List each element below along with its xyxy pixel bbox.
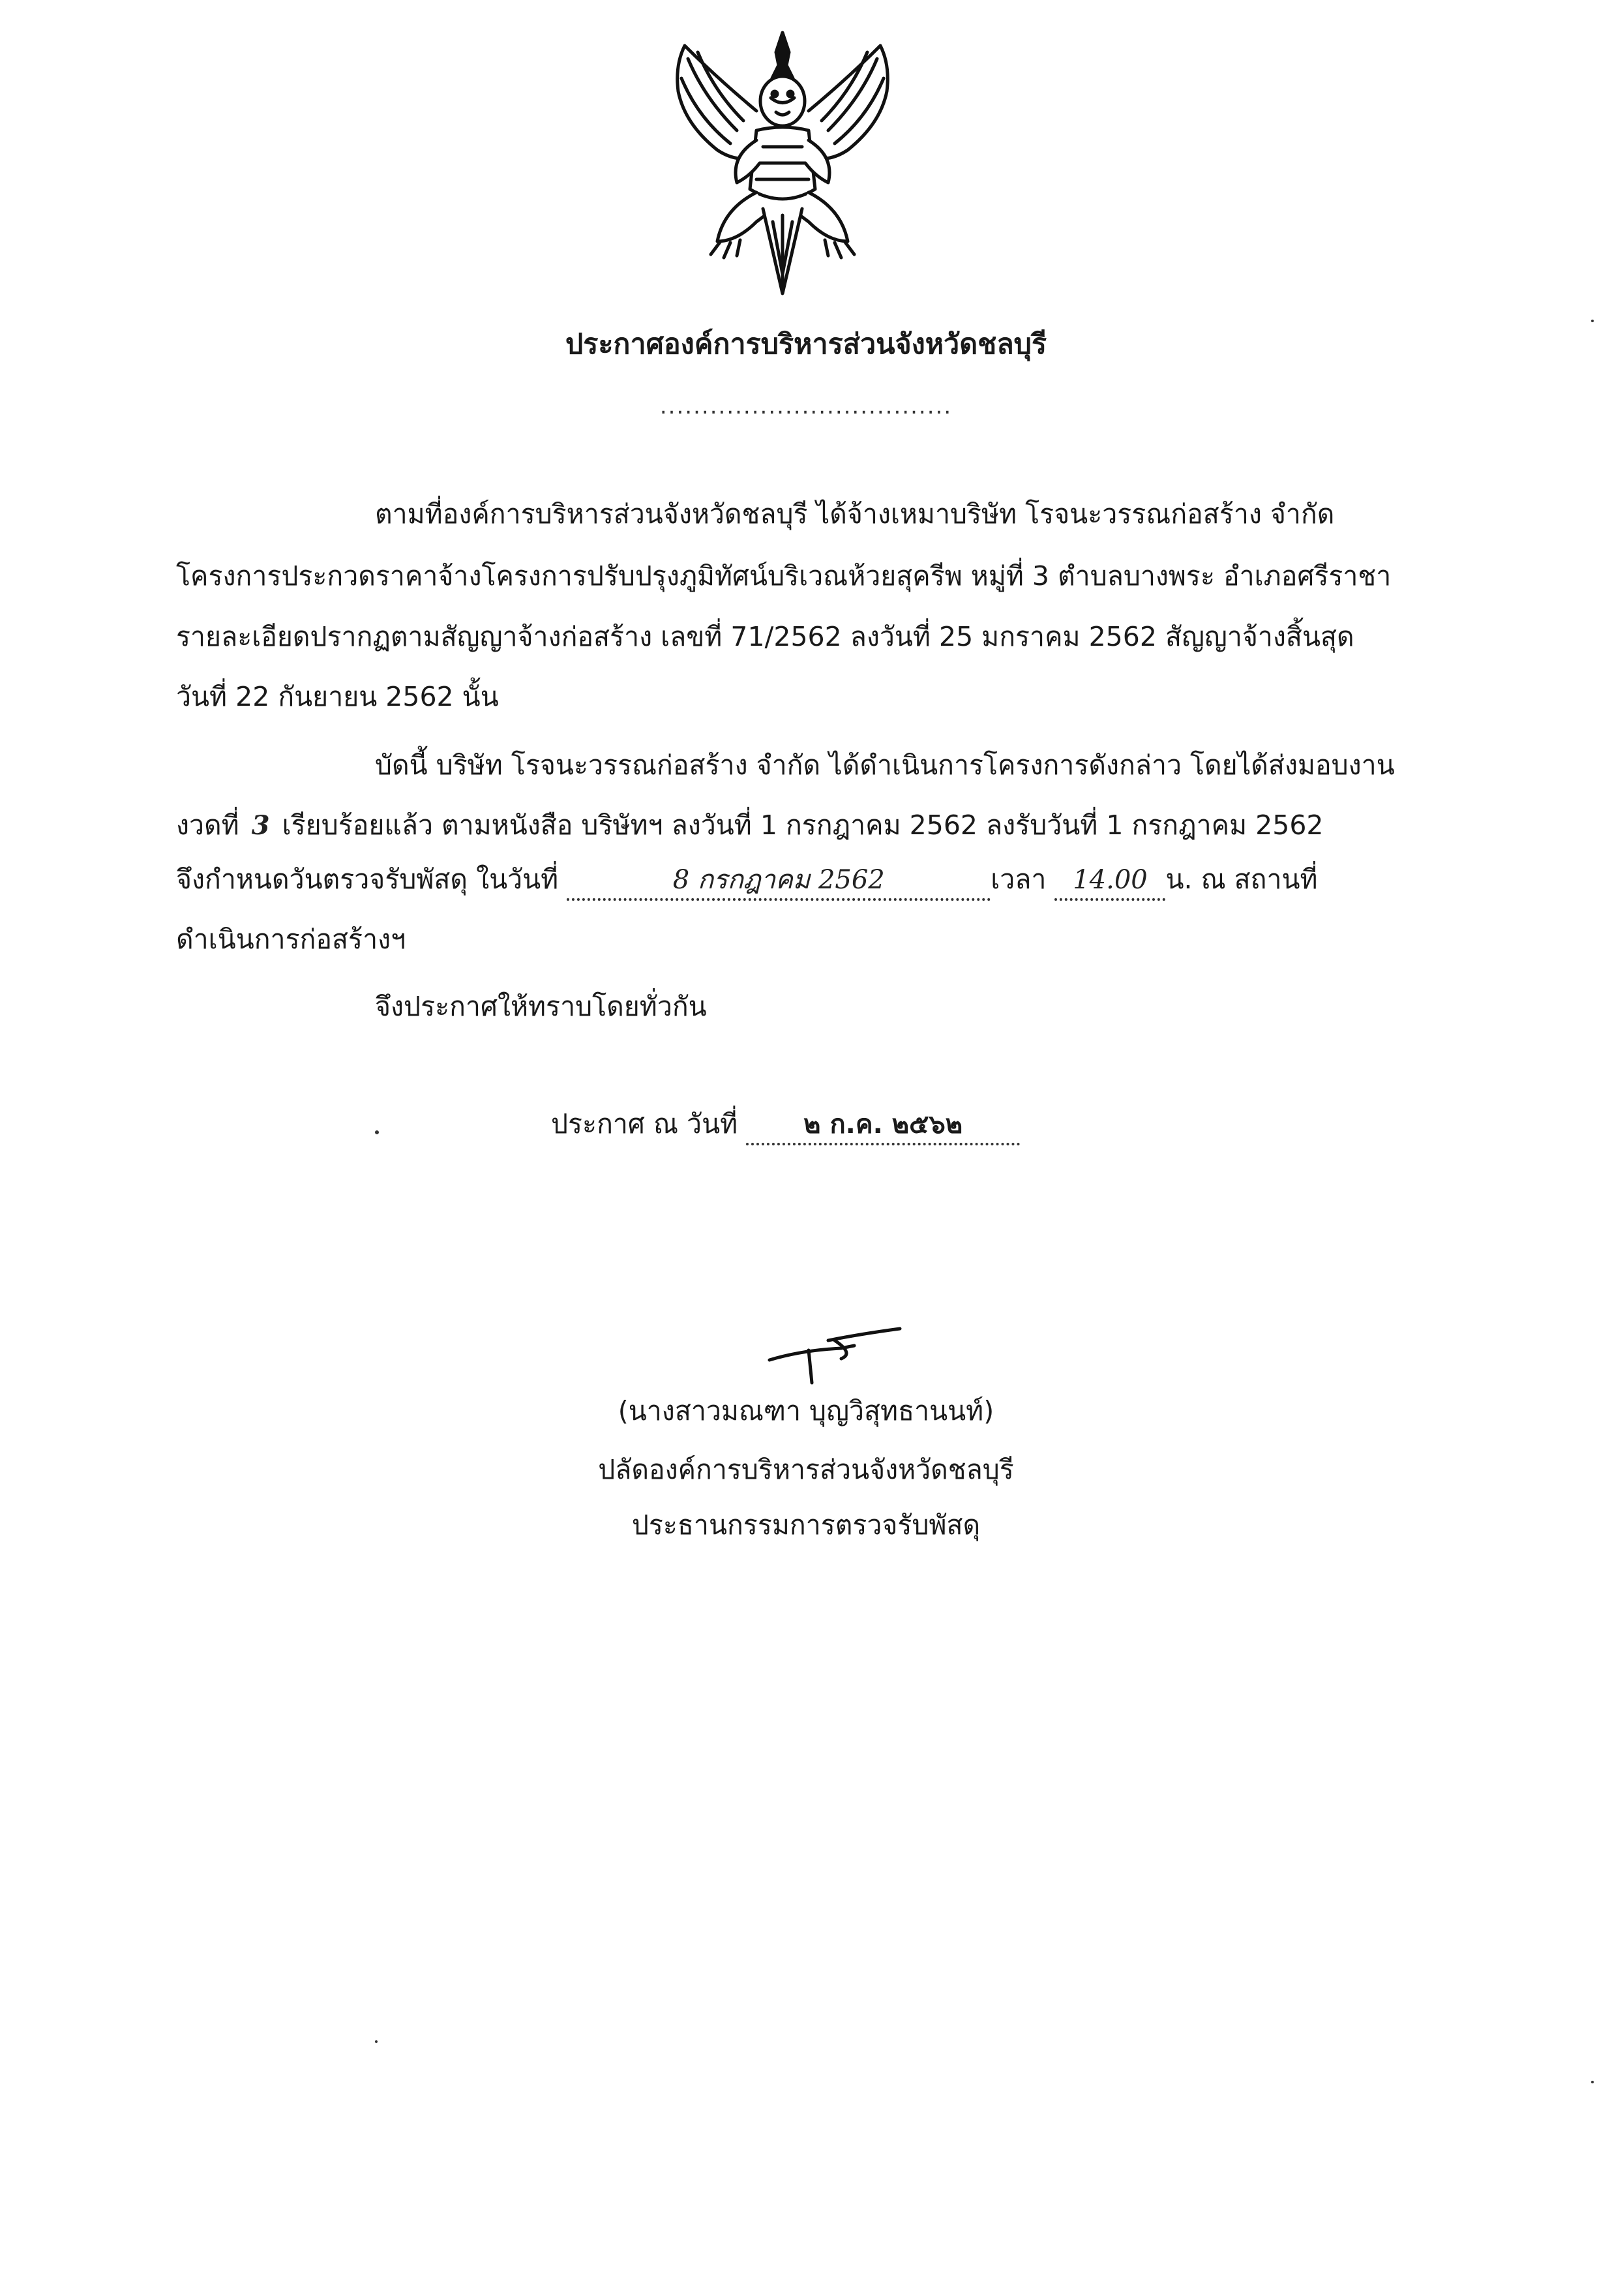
installment-rest: เรียบร้อยแล้ว ตามหนังสือ บริษัทฯ ลงวันที่ 1 กรกฎาคม 2562 ลงรับวันที่ 1 กรกฎาคม 2562 [282, 809, 1324, 841]
handwritten-inspection-time: 14.00 [1054, 862, 1165, 901]
signatory-role: ประธานกรรมการตรวจรับพัสดุ [631, 1509, 981, 1541]
paragraph-1-line-1: ตามที่องค์การบริหารส่วนจังหวัดชลบุรี ได้จ้างเหมาบริษัท โรจนะวรรณก่อสร้าง จำกัด [375, 498, 1335, 530]
handwritten-installment: 3 [251, 810, 270, 841]
page-title: ประกาศองค์การบริหารส่วนจังหวัดชลบุรี [565, 328, 1047, 361]
signatory-position: ปลัดองค์การบริหารส่วนจังหวัดชลบุรี [598, 1454, 1014, 1485]
date-stamp: ๒ ก.ค. ๒๕๖๒ [746, 1106, 1020, 1145]
paragraph-2-line-1: บัดนี้ บริษัท โรจนะวรรณก่อสร้าง จำกัด ได้ดำเนินการโครงการดังกล่าว โดยได้ส่งมอบงาน [375, 749, 1395, 781]
scan-speck [1591, 320, 1594, 322]
signature-mark [763, 1321, 913, 1393]
scan-speck [1591, 2081, 1594, 2083]
handwritten-inspection-date: 8 กรกฎาคม 2562 [567, 862, 991, 901]
paragraph-3: จึงประกาศให้ทราบโดยทั่วกัน [375, 991, 707, 1022]
announce-date-label: ประกาศ ณ วันที่ [551, 1108, 738, 1140]
installment-label: งวดที่ [176, 809, 239, 841]
garuda-emblem-icon [659, 26, 906, 300]
announce-date-line [551, 1106, 1020, 1145]
paragraph-2-line-3 [176, 861, 1318, 901]
paragraph-1-line-3: รายละเอียดปรากฏตามสัญญาจ้างก่อสร้าง เลขที่ 71/2562 ลงวันที่ 25 มกราคม 2562 สัญญาจ้างสิ้นสุด [176, 621, 1354, 652]
time-label: เวลา [991, 864, 1047, 895]
title-divider: ................................... [659, 393, 953, 419]
signatory-name: (นางสาวมณฑา บุญวิสุทธานนท์) [618, 1395, 994, 1427]
scan-speck [375, 1130, 379, 1134]
inspection-date-label: จึงกำหนดวันตรวจรับพัสดุ ในวันที่ [176, 864, 559, 895]
paragraph-1-line-4: วันที่ 22 กันยายน 2562 นั้น [176, 681, 499, 712]
paragraph-2-line-4: ดำเนินการก่อสร้างฯ [176, 924, 406, 955]
paragraph-2-line-2 [176, 807, 1324, 844]
scan-speck [375, 2040, 378, 2043]
location-suffix: น. ณ สถานที่ [1165, 864, 1318, 895]
paragraph-1-line-2: โครงการประกวดราคาจ้างโครงการปรับปรุงภูมิทัศน์บริเวณห้วยสุครีพ หมู่ที่ 3 ตำบลบางพระ อำเภอศรีราชา [176, 560, 1392, 592]
